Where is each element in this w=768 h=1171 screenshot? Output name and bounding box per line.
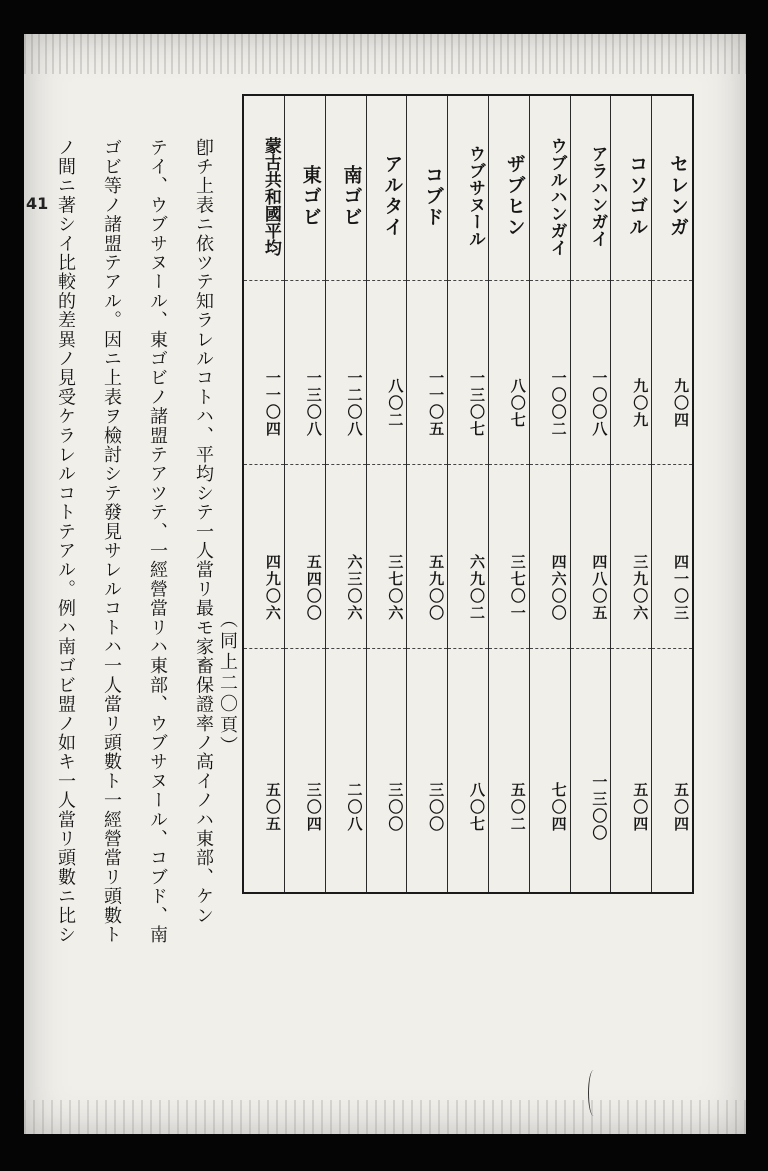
value-cell: 一二〇八 xyxy=(326,280,366,464)
region-name: セレンガ xyxy=(667,154,689,238)
table-row xyxy=(406,96,447,892)
value-cell: 一三〇八 xyxy=(285,280,325,464)
page-number: 41 xyxy=(26,194,49,213)
region-name: ウブサヌール xyxy=(464,145,485,247)
table-row xyxy=(244,96,284,892)
value-cell: 三七〇六 xyxy=(367,464,407,648)
value-cell: 八〇七 xyxy=(489,280,529,464)
value-cell: 九〇九 xyxy=(611,280,651,464)
text-line: テイ、ウブサヌール、東ゴビノ諸盟テアツテ、一經營當リハ東部、ウブサヌール、コブド、南 xyxy=(147,138,168,945)
value-cell: 五〇四 xyxy=(611,648,651,876)
value-cell: 一一〇五 xyxy=(407,280,447,464)
table-row xyxy=(447,96,488,892)
region-name: ザブヒン xyxy=(503,154,526,238)
value-cell: 六九〇二 xyxy=(448,464,488,648)
region-name: コブド xyxy=(422,164,445,228)
region-name: アラハンガイ xyxy=(587,145,608,247)
value-cell: 七〇四 xyxy=(530,648,570,876)
value-cell: 一〇〇二 xyxy=(530,280,570,464)
region-name: 蒙古共和國平均 xyxy=(260,136,281,256)
value-cell: 五〇四 xyxy=(652,648,692,876)
table-row xyxy=(284,96,325,892)
region-name: コソゴル xyxy=(626,154,649,238)
value-cell: 八〇二 xyxy=(367,280,407,464)
value-cell: 三九〇六 xyxy=(611,464,651,648)
value-cell: 三〇〇 xyxy=(367,648,407,876)
region-name: ウブルハンガイ xyxy=(546,136,567,256)
scan-noise-top xyxy=(24,34,746,74)
value-cell: 一三〇七 xyxy=(448,280,488,464)
value-cell: 五〇二 xyxy=(489,648,529,876)
region-name: アルタイ xyxy=(381,154,404,238)
livestock-table xyxy=(242,94,694,894)
value-cell: 一一〇四 xyxy=(244,280,284,464)
value-cell: 五〇五 xyxy=(244,648,284,876)
table-row xyxy=(610,96,651,892)
value-cell: 五四〇〇 xyxy=(285,464,325,648)
value-cell: 三〇〇 xyxy=(407,648,447,876)
value-cell: 九〇四 xyxy=(652,280,692,464)
region-name: 南ゴビ xyxy=(340,164,363,228)
value-cell: 八〇七 xyxy=(448,648,488,876)
table-row xyxy=(488,96,529,892)
value-cell: 二〇八 xyxy=(326,648,366,876)
value-cell: 四六〇〇 xyxy=(530,464,570,648)
value-cell: 四八〇五 xyxy=(571,464,611,648)
value-cell: 四一〇三 xyxy=(652,464,692,648)
value-cell: 四九〇六 xyxy=(244,464,284,648)
value-cell: 五九〇〇 xyxy=(407,464,447,648)
value-cell: 三七〇一 xyxy=(489,464,529,648)
region-name: 東ゴビ xyxy=(299,164,322,228)
text-line: 卽チ上表ニ依ツテ知ラレルコトハ、平均シテ一人當リ最モ家畜保證率ノ高イノハ東部、ケン xyxy=(193,138,214,926)
body-text xyxy=(56,138,212,1088)
table-row xyxy=(529,96,570,892)
value-cell: 三〇四 xyxy=(285,648,325,876)
table-source-caption: （同上二〇頁） xyxy=(217,610,238,757)
text-line: ノ間ニ著シイ比較的差異ノ見受ケラレルコトテアル。例ハ南ゴビ盟ノ如キ一人當リ頭數ニ比シ xyxy=(55,138,76,945)
table-row xyxy=(366,96,407,892)
value-cell: 一三〇〇 xyxy=(571,648,611,876)
scan-noise-bottom xyxy=(24,1100,746,1134)
value-cell: 一〇〇八 xyxy=(571,280,611,464)
table-row xyxy=(651,96,692,892)
pencil-mark xyxy=(588,1070,599,1116)
table-row xyxy=(570,96,611,892)
value-cell: 六三〇六 xyxy=(326,464,366,648)
table-row xyxy=(325,96,366,892)
text-line: ゴビ等ノ諸盟テアル。因ニ上表ヲ檢討シテ發見サレルコトハ一人當リ頭數ト一經營當リ頭數ト xyxy=(101,138,122,945)
